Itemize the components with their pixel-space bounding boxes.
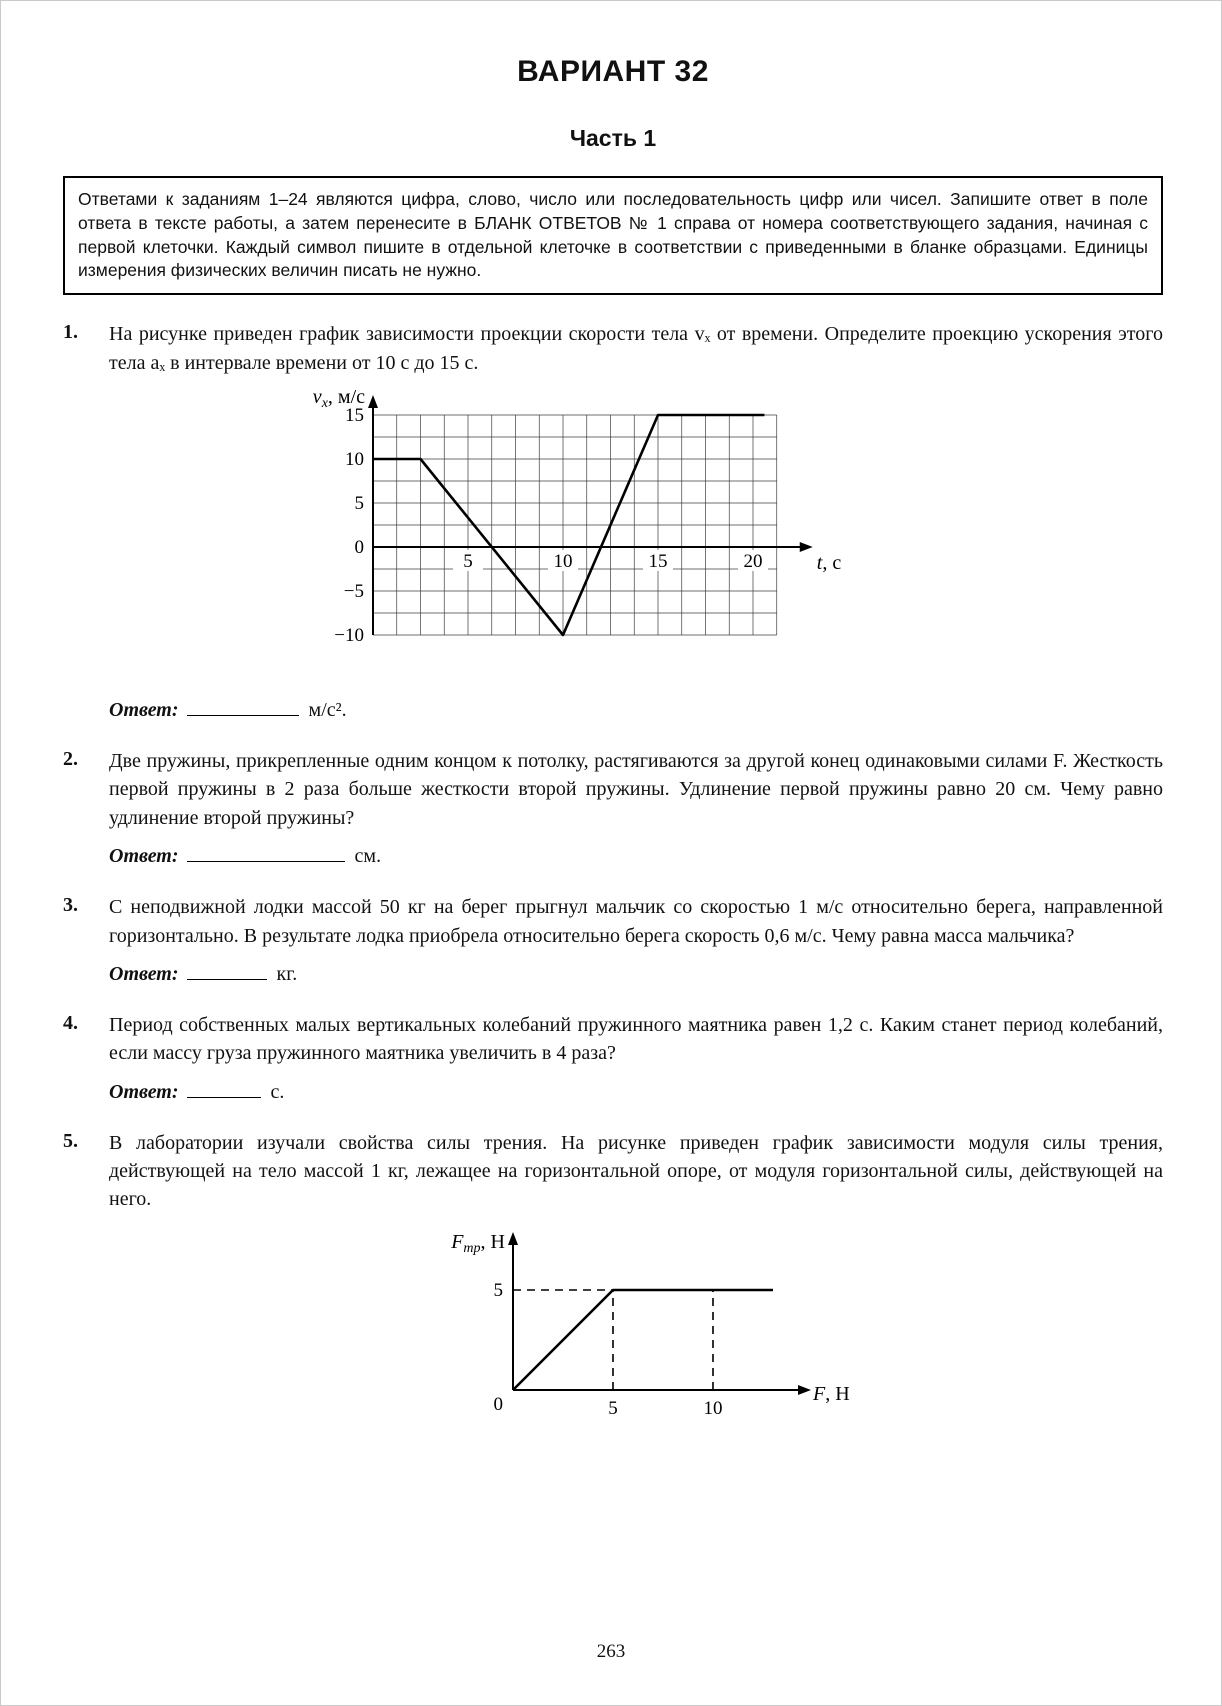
answer-label: Ответ:: [109, 845, 179, 868]
answer-unit: с.: [270, 1080, 285, 1103]
answer-line-4: [109, 1081, 1163, 1104]
svg-text:5: 5: [493, 1279, 503, 1301]
problem-1: [63, 320, 1163, 722]
svg-text:F, Н: F, Н: [813, 1382, 850, 1405]
problem-number: 2.: [63, 747, 78, 770]
problem-number: 4.: [63, 1011, 78, 1034]
problem-text: В лаборатории изучали свойства силы трения. На рисунке приведен график зависимости модуля силы трения, действующей на тело массой 1 кг, лежащее на горизонтальной опоре, от модуля горизонтальной силы, действующей на него.: [109, 1131, 1163, 1211]
problem-number: 3.: [63, 894, 78, 917]
problem-3: [63, 893, 1163, 986]
answer-line-2: [109, 845, 1163, 868]
svg-text:0: 0: [354, 536, 364, 558]
problem-number: 5.: [63, 1129, 78, 1152]
problem-text: Две пружины, прикрепленные одним концом к потолку, растягиваются за другой конец одинаковыми силами F. Жесткость первой пружины в 2 раза больше жесткости второй пружины. Удлинение первой пружины равно 20 см. Чему равно удлинение второй пружины?: [109, 749, 1163, 829]
problem-number: 1.: [63, 321, 78, 344]
answer-blank: [187, 1084, 261, 1098]
part-title: Часть 1: [569, 125, 657, 151]
answer-label: Ответ:: [109, 1080, 179, 1103]
svg-text:5: 5: [354, 492, 364, 514]
velocity-time-graph: [299, 385, 1163, 686]
answer-unit: кг.: [276, 962, 298, 985]
answer-line-1: [109, 699, 1163, 722]
instruction-text: Ответами к заданиям 1–24 являются цифра, слово, число или последовательность цифр или чисел. Запишите ответ в поле ответа в тексте работы, а затем перенесите в БЛАНК ОТВЕТОВ № 1 справа от номера соответствующего задания, начиная с первой клеточки. Каждый символ пишите в отдельной клеточке в соответствии с приведенными в бланке образцами. Единицы измерения физических величин писать не нужно.: [78, 189, 1148, 281]
instruction-box: [63, 176, 1163, 295]
answer-label: Ответ:: [109, 962, 179, 985]
svg-text:vx, м/с: $v_x$, м/с: [312, 385, 365, 411]
problem-text: На рисунке приведен график зависимости проекции скорости тела vₓ от времени. Определите проекцию ускорения этого тела aₓ в интервале времени от 10 с до 15 с.: [109, 323, 1163, 374]
answer-line-3: [109, 963, 1163, 986]
svg-text:20: 20: [743, 550, 763, 572]
answer-unit: м/с².: [308, 698, 347, 721]
svg-text:15: 15: [648, 550, 668, 572]
svg-text:10: 10: [703, 1397, 723, 1419]
answer-blank: [187, 702, 299, 716]
svg-text:−5: −5: [343, 580, 364, 602]
svg-text:15: 15: [345, 404, 364, 426]
svg-text:5: 5: [608, 1397, 618, 1419]
answer-blank: [187, 966, 267, 980]
friction-force-graph: [429, 1224, 1163, 1443]
friction-force-graph-svg: [429, 1224, 879, 1438]
svg-text:Fтр, Н: $F_{тр}$, Н: [451, 1230, 505, 1256]
page-number: 263: [596, 1641, 626, 1662]
problem-text: Период собственных малых вертикальных колебаний пружинного маятника равен 1,2 с. Каким станет период колебаний, если массу груза пружинного маятника увеличить в 4 раза?: [109, 1013, 1163, 1065]
problem-5: [63, 1129, 1163, 1443]
answer-blank: [187, 848, 345, 862]
svg-text:10: 10: [553, 550, 573, 572]
svg-text:t, с: t, с: [816, 551, 842, 574]
problem-text: С неподвижной лодки массой 50 кг на берег прыгнул мальчик со скоростью 1 м/с относительно берега, направленной горизонтально. В результате лодка приобрела относительно берега скорость 0,6 м/с. Чему равна масса мальчика?: [109, 896, 1163, 947]
svg-text:0: 0: [493, 1393, 503, 1415]
svg-text:−10: −10: [334, 624, 364, 646]
svg-text:10: 10: [345, 448, 364, 470]
velocity-time-graph-svg: [299, 385, 869, 681]
problem-4: [63, 1011, 1163, 1104]
answer-unit: см.: [354, 845, 382, 868]
problem-2: [63, 747, 1163, 868]
answer-label: Ответ:: [109, 698, 179, 721]
page-title: ВАРИАНТ 32: [517, 55, 709, 88]
svg-text:5: 5: [463, 550, 473, 572]
